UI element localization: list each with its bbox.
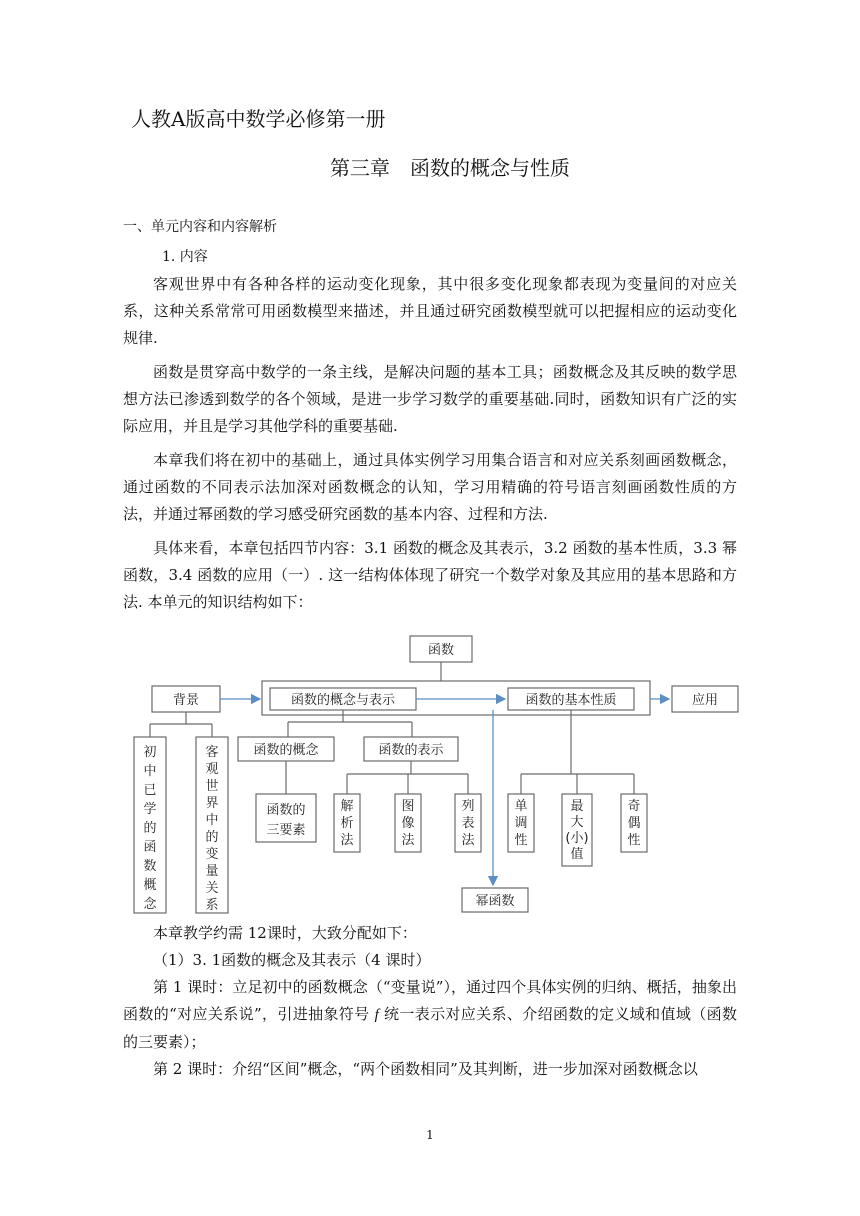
label-bg2-9: 系 [205, 898, 219, 913]
label-representation: 函数的表示 [378, 743, 444, 758]
label-background: 背景 [172, 693, 200, 708]
label-bg2-4: 中 [205, 813, 219, 828]
symbol-f: f [374, 1007, 379, 1023]
page-number: 1 [426, 1128, 434, 1142]
label-bg1-3: 学 [143, 802, 157, 817]
label-bg1-1: 中 [143, 764, 157, 779]
label-maxmin-0: 最 [570, 799, 584, 814]
label-power: 幂函数 [475, 894, 515, 909]
allocation-line: （1）3. 1函数的概念及其表示（4 课时） [153, 951, 431, 969]
label-bg2-8: 关 [205, 881, 219, 896]
label-concept: 函数的概念 [253, 743, 319, 758]
label-analytic-0: 解 [340, 799, 354, 814]
label-bg1-7: 概 [143, 878, 157, 893]
label-concept-rep: 函数的概念与表示 [290, 693, 396, 708]
label-analytic-2: 法 [340, 833, 354, 848]
section-heading: 一、单元内容和内容解析 [123, 219, 277, 235]
label-three-elements-0: 函数的 [266, 803, 306, 818]
label-bg2-6: 变 [205, 847, 219, 862]
label-maxmin-3: 值 [570, 847, 584, 862]
label-bg2-0: 客 [205, 745, 219, 760]
subsection-heading: 1. 内容 [162, 249, 208, 265]
lesson1-post: 统一表示对应关系、介绍函数的定义域和值域（函数的三要素）； [123, 1005, 737, 1051]
label-table-2: 法 [461, 833, 475, 848]
label-parity-1: 偶 [627, 816, 641, 831]
label-bg1-0: 初 [143, 745, 157, 760]
chapter-title: 第三章 函数的概念与性质 [330, 156, 570, 180]
label-analytic-1: 析 [340, 816, 354, 831]
label-table-0: 列 [461, 799, 475, 814]
label-monotonic-1: 调 [514, 816, 528, 831]
label-root: 函数 [427, 643, 455, 658]
paragraph-3: 本章我们将在初中的基础上，通过具体实例学习用集合语言和对应关系刻画函数概念，通过函数的不同表示法加深对函数概念的认知，学习用精确的符号语言刻画函数性质的方法，并通过幂函数的学习感受研究函数的基本内容、过程和方法. [123, 451, 737, 523]
label-bg2-2: 世 [205, 779, 219, 794]
label-monotonic-2: 性 [514, 833, 528, 848]
label-bg1-5: 函 [143, 840, 157, 855]
label-application: 应用 [691, 693, 719, 708]
paragraph-lesson-2: 第 2 课时：介绍“区间”概念，“两个函数相同”及其判断，进一步加深对函数概念以 [153, 1060, 698, 1078]
lesson1-pre: 第 1 课时：立足初中的函数概念（“变量说”），通过四个具体实例的归纳、概括，抽象出函数的“对应关系说”，引进抽象符号 [123, 978, 737, 1023]
label-maxmin-1: 大 [570, 815, 584, 830]
label-table-1: 表 [461, 816, 475, 831]
book-header: 人教A版高中数学必修第一册 [131, 107, 386, 131]
paragraph-4: 具体来看，本章包括四节内容：3.1 函数的概念及其表示，3.2 函数的基本性质，3.3 幂函数，3.4 函数的应用（一）. 这一结构体体现了研究一个数学对象及其应用的基本思路和方法. 本单元的知识结构如下： [123, 539, 737, 611]
paragraph-1: 客观世界中有各种各样的运动变化现象，其中很多变化现象都表现为变量间的对应关系，这种关系常常可用函数模型来描述，并且通过研究函数模型就可以把握相应的运动变化规律. [123, 275, 737, 347]
label-parity-2: 性 [627, 833, 641, 848]
label-graph-2: 法 [401, 833, 415, 848]
hours-line: 本章教学约需 12课时，大致分配如下： [153, 924, 417, 942]
label-maxmin-2: (小) [565, 831, 589, 846]
label-bg2-7: 量 [205, 864, 219, 879]
label-bg1-8: 念 [143, 897, 157, 912]
label-basic-props: 函数的基本性质 [525, 693, 617, 708]
label-monotonic-0: 单 [514, 799, 528, 814]
paragraph-2: 函数是贯穿高中数学的一条主线，是解决问题的基本工具；函数概念及其反映的数学思想方法已渗透到数学的各个领域，是进一步学习数学的重要基础.同时，函数知识有广泛的实际应用，并且是学习其他学科的重要基础. [123, 363, 737, 435]
label-bg1-4: 的 [143, 821, 157, 836]
label-graph-1: 像 [401, 816, 415, 831]
label-bg1-6: 数 [143, 859, 157, 874]
label-parity-0: 奇 [627, 799, 641, 814]
label-three-elements-1: 三要素 [266, 823, 306, 838]
label-bg2-3: 界 [205, 796, 219, 811]
label-graph-0: 图 [401, 799, 415, 814]
label-bg1-2: 已 [143, 783, 157, 798]
label-bg2-1: 观 [205, 762, 219, 777]
label-bg2-5: 的 [205, 830, 219, 845]
paragraph-lesson-1 [123, 974, 737, 1056]
